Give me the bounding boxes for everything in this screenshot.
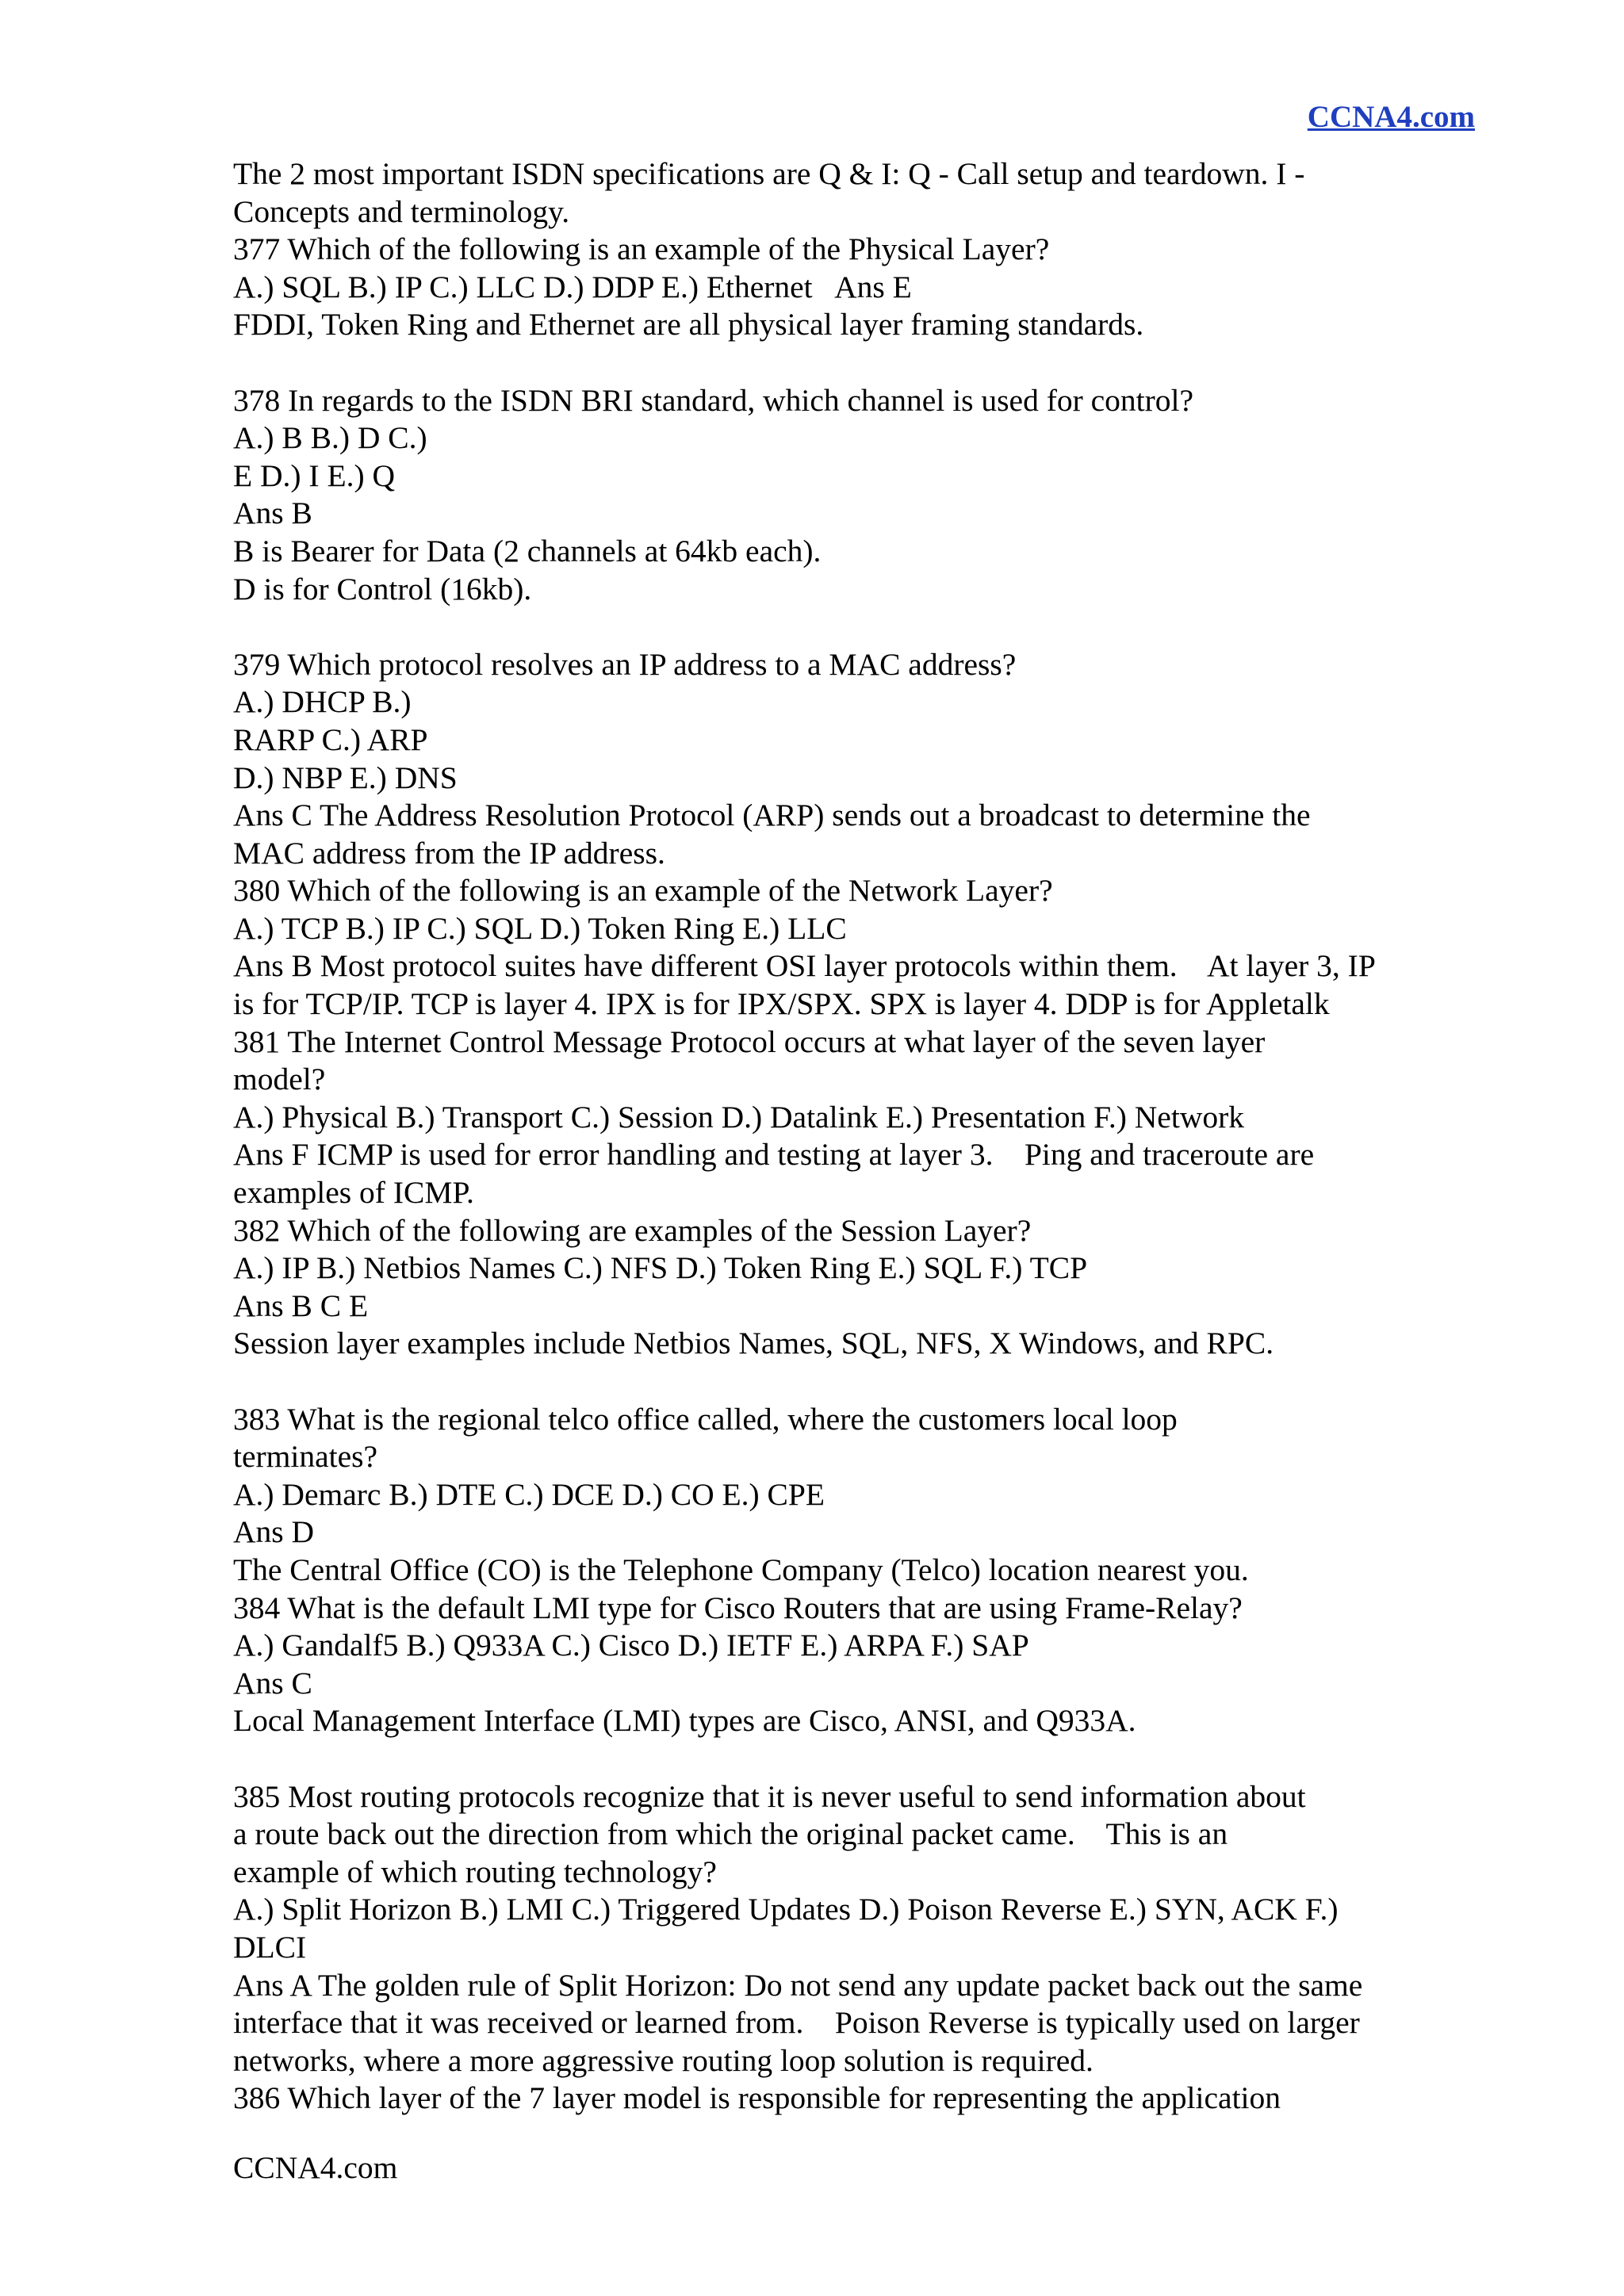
text-line: Ans A The golden rule of Split Horizon: Do not send any update packet back out the same <box>233 1967 1363 2003</box>
text-line: Ans B Most protocol suites have different OSI layer protocols within them. At layer 3, IP <box>233 948 1376 984</box>
text-line: Ans B C E <box>233 1288 369 1323</box>
text-line: Session layer examples include Netbios Names, SQL, NFS, X Windows, and RPC. <box>233 1326 1274 1361</box>
text-line: 386 Which layer of the 7 layer model is responsible for representing the application <box>233 2080 1281 2116</box>
text-line: a route back out the direction from which the original packet came. This is an <box>233 1816 1228 1852</box>
blank-line <box>233 344 1454 382</box>
text-line: 382 Which of the following are examples of the Session Layer? <box>233 1212 1032 1248</box>
text-line: MAC address from the IP address. <box>233 835 665 871</box>
text-line: 384 What is the default LMI type for Cisco Routers that are using Frame-Relay? <box>233 1590 1243 1625</box>
text-line: D.) NBP E.) DNS <box>233 760 458 795</box>
text-line: networks, where a more aggressive routing loop solution is required. <box>233 2042 1094 2078</box>
text-line: model? <box>233 1062 326 1097</box>
text-line: A.) Gandalf5 B.) Q933A C.) Cisco D.) IETF E.) ARPA F.) SAP <box>233 1628 1029 1663</box>
text-line: The Central Office (CO) is the Telephone Company (Telco) location nearest you. <box>233 1552 1249 1587</box>
text-line: 383 What is the regional telco office called, where the customers local loop <box>233 1401 1178 1437</box>
text-line: A.) Physical B.) Transport C.) Session D.) Datalink E.) Presentation F.) Network <box>233 1099 1244 1135</box>
text-line: Ans F ICMP is used for error handling and testing at layer 3. Ping and traceroute are <box>233 1137 1315 1173</box>
text-line: examples of ICMP. <box>233 1175 474 1211</box>
text-line: A.) B B.) D C.) <box>233 420 427 456</box>
blank-line <box>233 608 1454 646</box>
text-line: A.) Demarc B.) DTE C.) DCE D.) CO E.) CPE <box>233 1476 825 1512</box>
text-line: 385 Most routing protocols recognize that it is never useful to send information about <box>233 1778 1306 1814</box>
text-line: A.) IP B.) Netbios Names C.) NFS D.) Token Ring E.) SQL F.) TCP <box>233 1250 1088 1286</box>
text-line: A.) SQL B.) IP C.) LLC D.) DDP E.) Ethernet Ans E <box>233 269 912 304</box>
text-line: Local Management Interface (LMI) types are Cisco, ANSI, and Q933A. <box>233 1703 1136 1739</box>
text-line: A.) TCP B.) IP C.) SQL D.) Token Ring E.) LLC <box>233 910 847 946</box>
text-line: Concepts and terminology. <box>233 193 570 229</box>
text-line: DLCI <box>233 1929 307 1965</box>
text-line: FDDI, Token Ring and Ethernet are all physical layer framing standards. <box>233 307 1144 342</box>
document-body <box>233 155 1454 2118</box>
text-line: Ans C The Address Resolution Protocol (ARP) sends out a broadcast to determine the <box>233 798 1311 833</box>
text-line: A.) Split Horizon B.) LMI C.) Triggered Updates D.) Poison Reverse E.) SYN, ACK F.) <box>233 1892 1339 1927</box>
text-line: E D.) I E.) Q <box>233 457 396 493</box>
blank-line <box>233 1740 1454 1778</box>
blank-line <box>233 1363 1454 1401</box>
text-line: 380 Which of the following is an example of the Network Layer? <box>233 873 1053 909</box>
text-line: Ans D <box>233 1514 315 1550</box>
text-line: example of which routing technology? <box>233 1854 717 1889</box>
footer-site-text: CCNA4.com <box>233 2150 398 2185</box>
header-site-link[interactable]: CCNA4.com <box>1307 100 1475 134</box>
text-line: 378 In regards to the ISDN BRI standard, which channel is used for control? <box>233 382 1194 418</box>
text-line: Ans B <box>233 496 312 531</box>
text-line: RARP C.) ARP <box>233 721 428 757</box>
text-line: D is for Control (16kb). <box>233 571 532 607</box>
text-line: The 2 most important ISDN specifications are Q & I: Q - Call setup and teardown. I - <box>233 156 1305 191</box>
text-line: is for TCP/IP. TCP is layer 4. IPX is for IPX/SPX. SPX is layer 4. DDP is for Appletalk <box>233 986 1330 1022</box>
text-line: interface that it was received or learned from. Poison Reverse is typically used on larger <box>233 2005 1360 2041</box>
text-line: 379 Which protocol resolves an IP address to a MAC address? <box>233 646 1017 682</box>
text-line: terminates? <box>233 1439 378 1475</box>
text-line: 377 Which of the following is an example of the Physical Layer? <box>233 232 1050 267</box>
text-line: Ans C <box>233 1665 312 1701</box>
text-line: 381 The Internet Control Message Protocol occurs at what layer of the seven layer <box>233 1024 1266 1059</box>
text-line: A.) DHCP B.) <box>233 684 412 720</box>
text-line: B is Bearer for Data (2 channels at 64kb each). <box>233 533 822 568</box>
